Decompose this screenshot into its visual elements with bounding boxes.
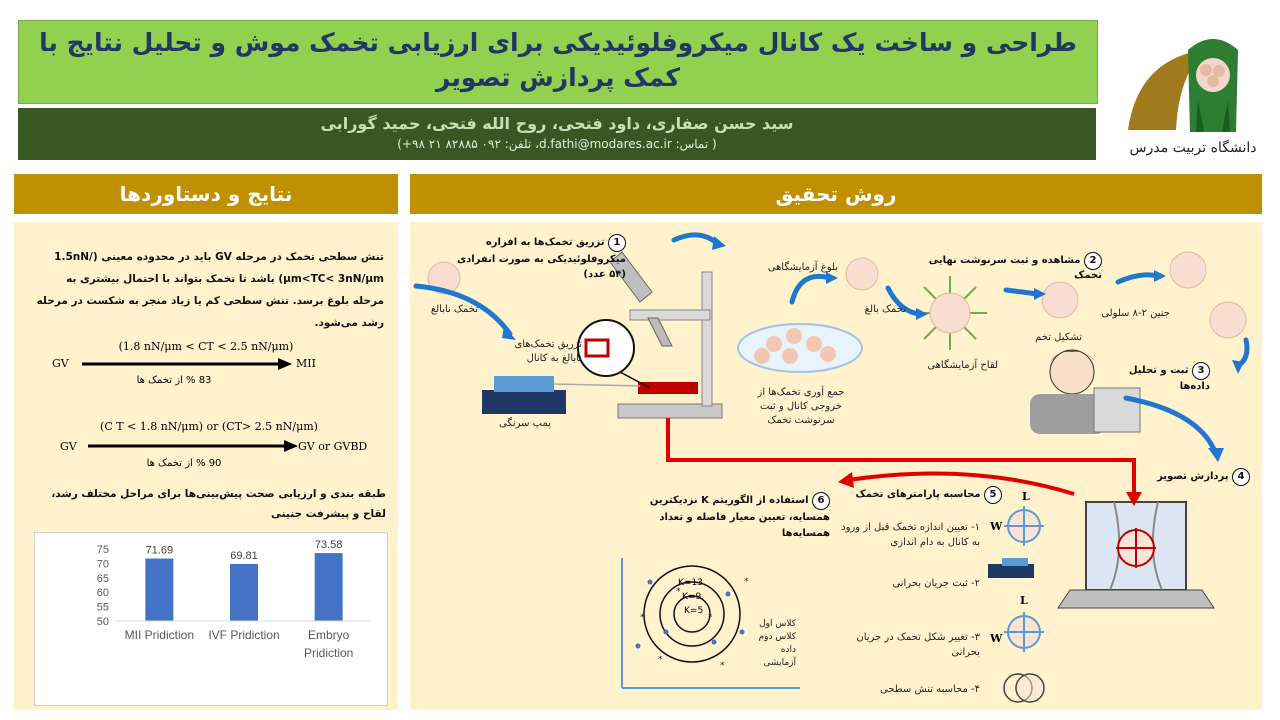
width-label-2: W — [990, 632, 1003, 645]
results-heading: نتایج و دستاوردها — [14, 174, 398, 214]
authors-banner — [18, 108, 1096, 160]
results-paragraph: تنش سطحی تخمک در مرحله GV باید در محدوده معینی (1.5nN/μm<TC< 3nN/μm) باشد تا تخمک بتواند با احتمال بیشتری به مرحله بلوغ برسد. تنش سطحی کم یا زیاد منجر به شکست در مرحله رشد می‌شود. — [36, 251, 384, 329]
formula2-condition: (C T < 1.8 nN/μm) or (CT> 2.5 nN/μm) — [100, 420, 318, 433]
param-3: ۳- تغییر شکل تخمک در جریان بحرانی — [856, 632, 980, 658]
step4-title — [1140, 468, 1250, 486]
accuracy-chart-svg — [35, 533, 387, 705]
immature-egg-label: تخمک نابالغ — [430, 304, 478, 315]
lab-maturation-label: بلوغ آزمایشگاهی — [767, 262, 838, 273]
y-tick-label-0: 50 — [96, 616, 109, 628]
step1-text: تزریق تخمک‌ها به افزاره میکروفلوئیدیکی به صورت انفرادی (۵۴ عدد) — [456, 237, 626, 280]
formula1-condition: (1.8 nN/μm < CT < 2.5 nN/μm) — [118, 340, 294, 353]
knn-legend — [746, 618, 796, 670]
inject-label: تزریق تخمک‌های نابالغ به کانال — [514, 339, 582, 364]
y-tick-label-3: 65 — [96, 572, 109, 585]
svg-text:*: * — [744, 577, 749, 587]
classification-text: طبقه بندی و ارزیابی صحت پیش‌بینی‌ها برای مراحل مختلف رشد، لقاح و پیشرفت جنینی — [51, 488, 386, 520]
method-panel — [410, 222, 1262, 710]
knn-k1: K=13 — [678, 578, 703, 588]
category-label-0: MII Pridiction — [124, 628, 195, 642]
param-2: ۲- ثبت جریان بحرانی — [892, 578, 980, 589]
step3-number: 3 — [1192, 362, 1210, 380]
step6-text: استفاده از الگوریتم K نزدیکترین همسایه، تعیین معیار فاصله و تعداد همسایه‌ها — [649, 495, 830, 539]
university-logo — [1118, 20, 1268, 160]
pump-label: پمپ سرنگی — [498, 418, 552, 429]
step1-title — [450, 234, 626, 282]
bar-0 — [145, 559, 173, 621]
bar-2 — [315, 553, 343, 621]
y-tick-label-4: 70 — [96, 558, 109, 571]
step4-number: 4 — [1232, 468, 1250, 486]
svg-text:*: * — [720, 661, 725, 671]
step1-number: 1 — [608, 234, 626, 252]
egg-formation-label: تشکیل تخم — [1035, 332, 1082, 343]
step4-text: پردازش تصویر — [1157, 471, 1229, 482]
step5-title — [846, 486, 1002, 504]
step5-text: محاسبه پارامترهای تخمک — [855, 489, 981, 500]
formula2-percent: 90 % از تخمک ها — [146, 458, 222, 469]
step2-number: 2 — [1084, 252, 1102, 270]
width-label: W — [990, 520, 1003, 533]
fertilization-label: لقاح آزمایشگاهی — [927, 360, 998, 371]
contact-line: ( تماس: d.fathi@modares.ac.ir، تلفن: ۰۹۲ ۸۲۸۸۵ ۲۱ ۹۸+) — [397, 137, 717, 151]
formula2-from: GV — [60, 440, 77, 453]
y-tick-label-5: 75 — [96, 544, 109, 556]
formula1-percent: 83 % از تخمک ها — [136, 375, 212, 386]
category-label-2-1: Pridiction — [303, 646, 354, 660]
length-label-2: L — [1020, 594, 1028, 607]
y-tick-label-2: 60 — [96, 587, 109, 600]
knn-test: داده آزمایشی — [763, 645, 796, 668]
step2-text: مشاهده و ثبت سرنوشت نهایی تخمک — [928, 255, 1102, 281]
length-label: L — [1022, 490, 1030, 503]
step3-text: ثبت و تحلیل داده‌ها — [1128, 365, 1210, 392]
mature-egg-label: تخمک بالغ — [864, 304, 906, 315]
formula1-from: GV — [52, 357, 69, 370]
authors-line: سید حسن صفاری، داود فتحی، روح الله فتحی، حمید گورابی — [320, 114, 794, 133]
svg-text:*: * — [658, 655, 663, 665]
knn-class2: کلاس دوم — [758, 632, 796, 642]
formula2-to: GV or GVBD — [298, 440, 368, 453]
data-label-0: 71.69 — [145, 544, 174, 557]
data-label-2: 73.58 — [314, 539, 343, 552]
step6-number: 6 — [812, 492, 830, 510]
category-label-1: IVF Pridiction — [208, 628, 280, 642]
svg-text:*: * — [708, 613, 713, 623]
svg-text:*: * — [640, 613, 645, 623]
y-tick-label-1: 55 — [96, 601, 109, 614]
step3-title — [1114, 362, 1210, 394]
svg-text:*: * — [676, 587, 681, 597]
formula1-to: MII — [296, 357, 316, 370]
bar-1 — [230, 564, 258, 621]
param-4: ۴- محاسبه تنش سطحی — [879, 684, 980, 695]
embryo-cells-label: جنین ۲-۸ سلولی — [1101, 308, 1170, 319]
param-1: ۱- تعیین اندازه تخمک قبل از ورود به کانال به دام اندازی — [841, 522, 980, 548]
method-heading: روش تحقیق — [410, 174, 1262, 214]
collect-label: جمع آوری تخمک‌ها از خروجی کانال و ثبت سرنوشت تخمک — [757, 387, 845, 426]
results-panel — [14, 222, 398, 710]
accuracy-chart — [34, 532, 388, 706]
step5-number: 5 — [984, 486, 1002, 504]
data-label-1: 69.81 — [230, 549, 258, 562]
formula2-arrow — [88, 438, 298, 454]
poster-title: طراحی و ساخت یک کانال میکروفلوئیدیکی برای ارزیابی تخمک موش و تحلیل نتایج با کمک پردازش تصویر — [39, 28, 1077, 92]
formula1-arrow — [82, 356, 292, 372]
step2-title — [906, 252, 1102, 281]
knn-k3: K=5 — [684, 606, 704, 616]
knn-k2: K=9 — [682, 592, 702, 602]
knn-class1: کلاس اول — [759, 619, 796, 629]
title-banner — [18, 20, 1098, 104]
category-label-2-0: Embryo — [307, 628, 350, 642]
step6-title — [616, 492, 830, 542]
logo-text: دانشگاه تربیت مدرس — [1129, 140, 1257, 156]
